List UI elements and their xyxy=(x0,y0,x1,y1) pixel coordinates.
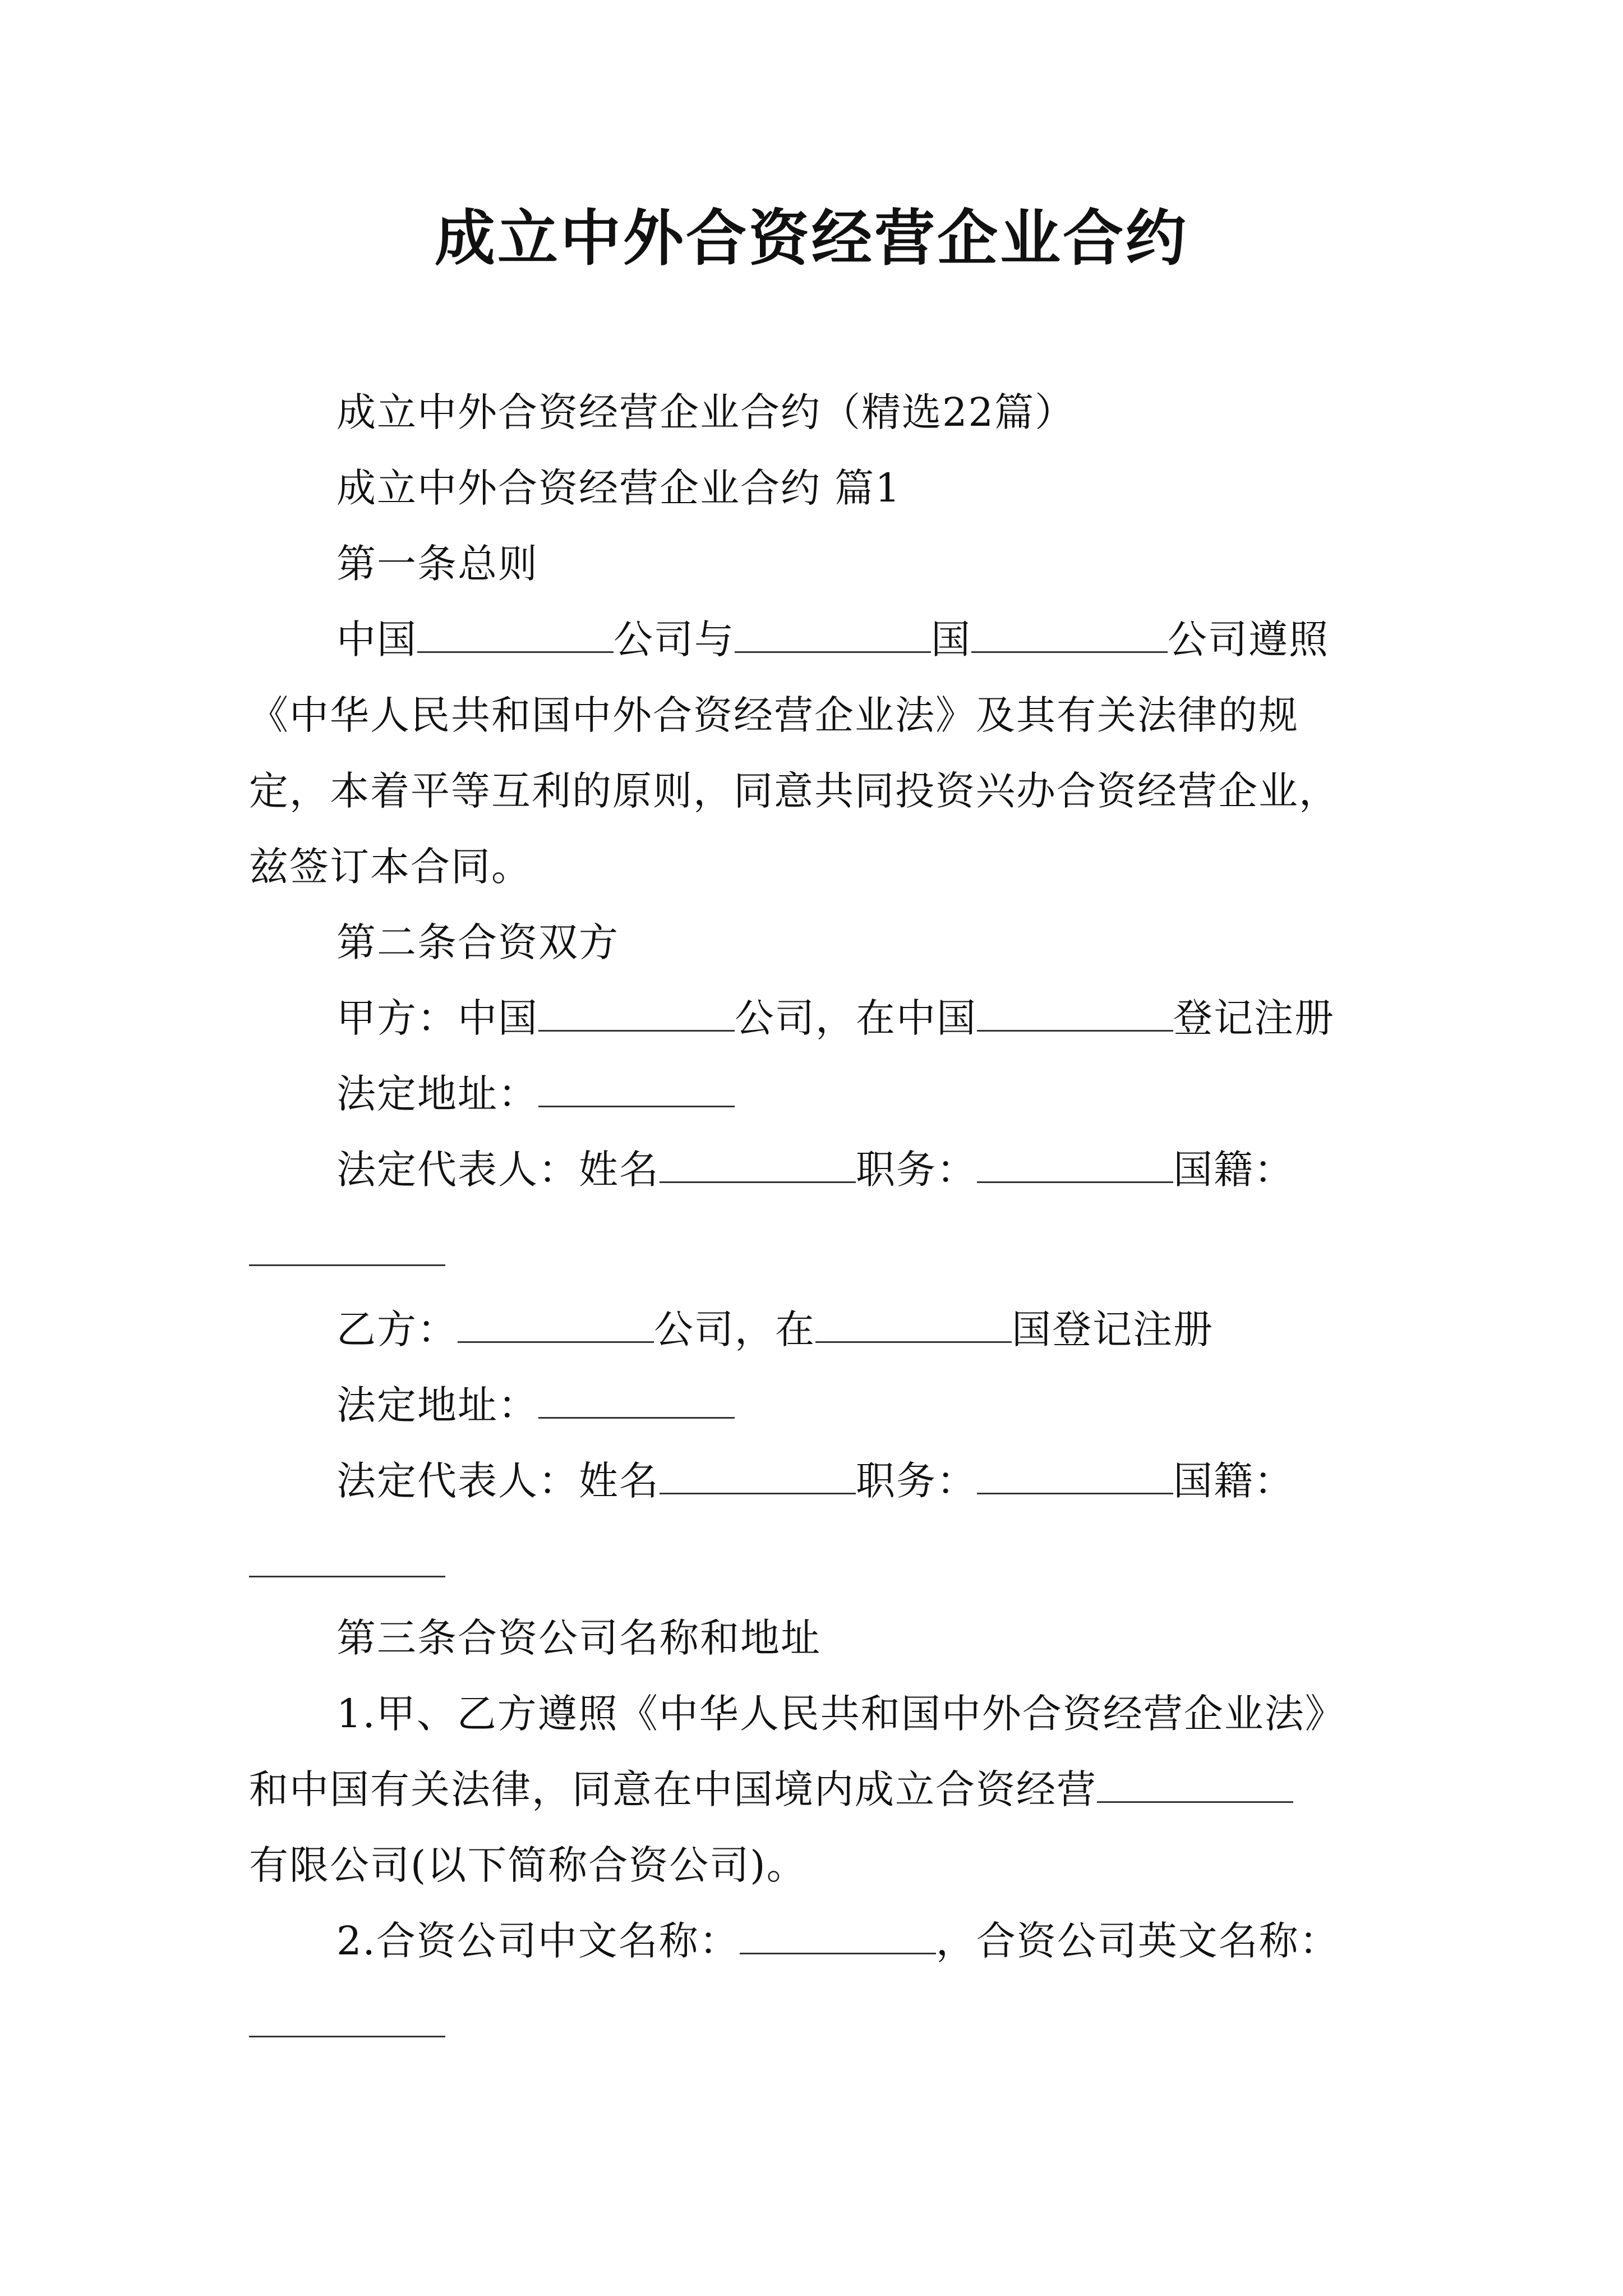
blank-field xyxy=(538,991,735,1032)
blank-field xyxy=(660,1453,856,1494)
text-segment: 公司遵照 xyxy=(1168,616,1329,662)
article-3-item-1-line-2 xyxy=(249,1761,1293,1818)
blank-field xyxy=(971,612,1168,653)
text-segment: 国籍： xyxy=(1173,1458,1294,1504)
text-segment: 乙方： xyxy=(336,1306,458,1352)
blank-field xyxy=(249,1573,445,1577)
text-segment: 国籍： xyxy=(1173,1147,1294,1193)
subtitle-selection: 成立中外合资经营企业合约（精选22篇） xyxy=(336,389,1076,435)
text-segment: 法定地址： xyxy=(336,1071,538,1117)
party-b-line xyxy=(336,1301,1214,1358)
article-1-heading: 第一条总则 xyxy=(336,541,538,587)
subtitle-part: 成立中外合资经营企业合约 篇1 xyxy=(336,465,901,511)
text-segment: 2.合资公司中文名称： xyxy=(336,1918,740,1964)
article-1-line-2: 《中华人民共和国中外合资经营企业法》及其有关法律的规 xyxy=(249,692,1299,738)
blank-field xyxy=(740,1913,936,1954)
text-segment: 甲方：中国 xyxy=(336,995,538,1041)
text-segment: 职务： xyxy=(856,1458,977,1504)
blank-field xyxy=(417,612,614,653)
text-segment: 和中国有关法律，同意在中国境内成立合资经营 xyxy=(249,1766,1097,1812)
text-segment: 国 xyxy=(931,616,971,662)
article-3-item-1-line-1: 1.甲、乙方遵照《中华人民共和国中外合资经营企业法》 xyxy=(336,1691,1345,1737)
blank-field xyxy=(660,1142,856,1183)
article-2-heading: 第二条合资双方 xyxy=(336,919,619,965)
text-segment: 法定代表人：姓名 xyxy=(336,1147,660,1193)
party-a-representative xyxy=(336,1142,1294,1198)
blank-field xyxy=(735,612,931,653)
article-3-item-2 xyxy=(336,1913,1340,1969)
blank-field xyxy=(977,991,1173,1032)
article-1-line-1 xyxy=(336,611,1329,668)
blank-field xyxy=(977,1453,1173,1494)
article-3-item-1-line-3: 有限公司(以下简称合资公司)。 xyxy=(249,1842,807,1888)
text-segment: 法定代表人：姓名 xyxy=(336,1458,660,1504)
blank-field xyxy=(538,1066,735,1107)
article-3-heading: 第三条合资公司名称和地址 xyxy=(336,1615,821,1661)
text-segment: 公司，在 xyxy=(654,1306,815,1352)
party-b-representative xyxy=(336,1453,1294,1509)
text-segment: ，合资公司英文名称： xyxy=(935,1918,1340,1964)
article-1-line-4: 兹签订本合同。 xyxy=(249,844,532,890)
text-segment: 公司与 xyxy=(614,616,735,662)
blank-field xyxy=(458,1302,654,1343)
blank-field xyxy=(538,1378,735,1419)
party-b-address xyxy=(336,1377,735,1433)
text-segment: 登记注册 xyxy=(1173,995,1335,1041)
article-1-line-3: 定，本着平等互利的原则，同意共同投资兴办合资经营企业， xyxy=(249,768,1339,814)
party-a-address xyxy=(336,1066,735,1122)
blank-field xyxy=(977,1142,1173,1183)
text-segment: 中国 xyxy=(336,616,417,662)
text-segment: 公司，在中国 xyxy=(735,995,977,1041)
text-segment: 国登记注册 xyxy=(1012,1306,1214,1352)
blank-field xyxy=(249,2033,445,2037)
text-segment: 职务： xyxy=(856,1147,977,1193)
blank-field xyxy=(815,1302,1012,1343)
blank-field xyxy=(249,1262,445,1266)
text-segment: 法定地址： xyxy=(336,1382,538,1428)
document-title: 成立中外合资经营企业合约 xyxy=(434,203,1188,274)
blank-field xyxy=(1097,1762,1293,1803)
party-a-line xyxy=(336,990,1335,1046)
